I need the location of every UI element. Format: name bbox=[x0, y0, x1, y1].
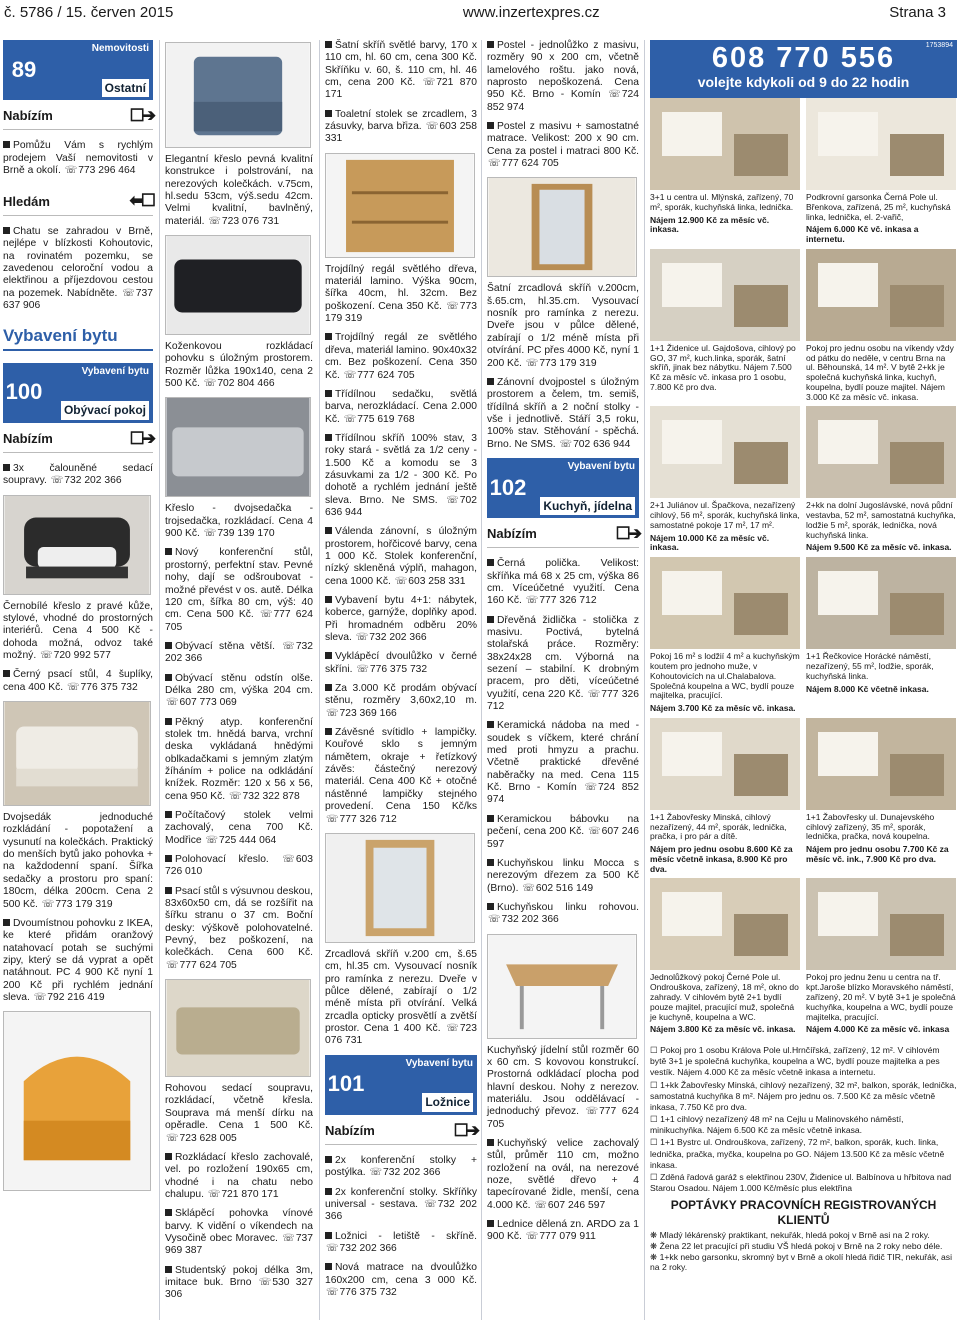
flat-description: Pokoj pro jednu ženu u centra na tř. kpt.Jaroše blízko Moravského náměstí, zařízený, 20 m². V bytě 3+1 je společná kuchyňka, koupelna a WC, bydlí pouze majitelka, pracující. bbox=[806, 972, 956, 1022]
ad: Nová matrace na dvoulůžko 160x200 cm, cena 3 000 Kč. ☏ 776 375 732 bbox=[325, 1262, 477, 1299]
flat-photo bbox=[806, 878, 956, 970]
flat-rent: Nájem pro jednu osobu 8.600 Kč za měsíc včetně inkasa, 8.900 Kč pro dva. bbox=[650, 844, 793, 874]
category-name: Obývací pokoj bbox=[61, 401, 149, 419]
column-2 bbox=[165, 40, 313, 1309]
column-1 bbox=[3, 40, 153, 1197]
wanted-label: Hledám bbox=[3, 193, 50, 209]
rental-item: ☐ Zděná řadová garáž s elektřinou 230V, Židenice ul. Balbínova u hřbitova nad Starou Osadou. Nájem 1.000 Kč/měsíc plus elektřina bbox=[650, 1172, 957, 1194]
phone-number[interactable]: ☏ 732 202 366 bbox=[355, 632, 427, 643]
ad: 2x konferenční stolky + postýlka. ☏ 732 202 366 bbox=[325, 1155, 477, 1180]
flat-photo bbox=[650, 249, 800, 341]
ad: Černobílé křeslo z pravé kůže, stylové, vhodné do prostorných interiérů. Cena 4 500 Kč - dohoda možná, odvoz také možný. ☏ 720 992 577 bbox=[3, 601, 153, 663]
flat-photo bbox=[650, 878, 800, 970]
category-number: 102 bbox=[487, 458, 529, 518]
dining-table-photo bbox=[487, 934, 637, 1039]
flat-photo bbox=[806, 718, 956, 810]
offer-label: Nabízím bbox=[3, 108, 53, 124]
arrow-right-icon: ☐➔ bbox=[453, 1120, 477, 1140]
phone-number[interactable]: ☏ 723 369 166 bbox=[325, 708, 397, 719]
phone-number[interactable]: ☏ 602 516 149 bbox=[521, 883, 593, 894]
phone-number[interactable]: ☏ 607 773 069 bbox=[165, 697, 237, 708]
ad: Lednice dělená zn. ARDO za 1 900 Kč. ☏ 777 079 911 bbox=[487, 1219, 639, 1244]
flat-listing bbox=[650, 249, 800, 403]
ad: 3x čalouněné sedací soupravy. ☏ 732 202 366 bbox=[3, 463, 153, 488]
issue-info: č. 5786 / 15. červen 2015 bbox=[4, 3, 174, 21]
phone-number[interactable]: ☏ 724 852 974 bbox=[487, 782, 639, 805]
ad: Kuchyňský jídelní stůl rozměr 60 x 60 cm. S kovovou konstrukcí. Prostorná odkládací plocha pod hlavní deskou. Nohy z nerezov. materiálu. Jsou oddělávací - jednoduchý převoz. ☏ 777 624 705 bbox=[487, 1045, 639, 1131]
category-100 bbox=[3, 363, 153, 423]
phone-number[interactable]: ☏ 721 870 171 bbox=[325, 77, 477, 100]
phone-number[interactable]: ☏ 725 444 064 bbox=[205, 835, 277, 846]
ad: Za 3.000 Kč prodám obývací stěnu, rozměry 3,60x2,10 m. ☏ 723 369 166 bbox=[325, 683, 477, 720]
phone-number[interactable]: ☏ 775 619 768 bbox=[343, 414, 415, 425]
armchair-photo bbox=[3, 495, 151, 595]
flat-rent: Nájem 6.000 Kč vč. inkasa a internetu. bbox=[806, 224, 919, 245]
ad: Třídílnou sedačku, světlá barva, nerozkládací. Cena 2.000 Kč. ☏ 775 619 768 bbox=[325, 389, 477, 426]
corner-sofa-photo bbox=[165, 979, 311, 1077]
agency-hours: volejte kdykoli od 9 do 22 hodin bbox=[697, 74, 910, 90]
ad: Nový konferenční stůl, prostorný, perfektní stav. Pevné nohy, dají se odšroubovat - možné převést v os. autě. Délka 120 cm, šířka 80 cm, výš: 40 cm. Cena 500 Kč. ☏ 777 624 705 bbox=[165, 547, 313, 633]
category-number: 100 bbox=[3, 363, 45, 423]
ad: Polohovací křeslo. ☏ 603 726 010 bbox=[165, 854, 313, 879]
category-name: Ložnice bbox=[422, 1093, 473, 1111]
flat-listing bbox=[806, 98, 956, 245]
ad: Třídílnou skříň 100% stav, 3 roky stará - světlá za 1/2 ceny - 1.500 Kč a komodu se 3 zásuvkami za 1/2 - 300 Kč. Po dohotě a rychlém jednání ještě sleva. Brno. Ne SMS. ☏ 702 636 944 bbox=[325, 433, 477, 519]
category-102 bbox=[487, 458, 639, 518]
flat-rent: Nájem 3.800 Kč za měsíc vč. inkasa. bbox=[650, 1024, 796, 1035]
phone-number[interactable]: ☏ 702 804 466 bbox=[203, 378, 275, 389]
ad: Počítačový stolek velmi zachovalý, cena 700 Kč. Modřice ☏ 725 444 064 bbox=[165, 810, 313, 847]
agency-banner bbox=[650, 40, 957, 98]
column-divider bbox=[319, 40, 320, 1320]
phone-number[interactable]: ☏ 732 202 366 bbox=[50, 475, 122, 486]
flat-listing bbox=[806, 557, 956, 714]
ad: Postel z masivu + samostatné matrace. Velikost: 200 x 90 cm. Cena za postel i matraci 800 Kč. ☏ 777 624 705 bbox=[487, 121, 639, 170]
flat-listing bbox=[650, 878, 800, 1035]
phone-number[interactable]: ☏ 732 202 366 bbox=[369, 1167, 441, 1178]
phone-number[interactable]: ☏ 723 076 731 bbox=[207, 216, 279, 227]
flat-description: 2+1 Juliánov ul. Špačkova, nezařízený cihlový, 56 m², sporák, kuchyňská linka, samostatné pokoje 17 m², 17 m². bbox=[650, 500, 800, 530]
rental-list bbox=[650, 1045, 957, 1194]
sofa-photo bbox=[3, 701, 151, 806]
phone-number[interactable]: ☏ 773 179 319 bbox=[325, 301, 477, 324]
phone-number[interactable]: ☏ 739 139 170 bbox=[203, 528, 275, 539]
column-divider bbox=[481, 40, 482, 1320]
ad: Postel - jednolůžko z masivu, rozměry 90 x 200 cm, včetně lamelového roštu. jako nová, naprosto nepoškozená. Cena 950 Kč. Brno - Komín ☏ 724 852 974 bbox=[487, 40, 639, 114]
phone-number[interactable]: ☏ 777 079 911 bbox=[525, 1231, 596, 1242]
phone-number[interactable]: ☏ 530 327 306 bbox=[165, 1277, 313, 1300]
phone-number[interactable]: ☏ 776 375 732 bbox=[66, 682, 138, 693]
phone-number[interactable]: ☏ 732 202 366 bbox=[325, 1243, 397, 1254]
flat-listing bbox=[650, 406, 800, 553]
ad: Elegantní křeslo pevná kvalitní konstrukce i polstrování, na nerezových kolečkách. v.75cm, hl.sedu 53cm, výš.sedu 42cm. Velmi kvalitní, bavlněný, materiál. ☏ 723 076 731 bbox=[165, 154, 313, 228]
flat-listing bbox=[806, 249, 956, 403]
flat-listing bbox=[650, 557, 800, 714]
arrow-right-icon: ☐➔ bbox=[129, 106, 153, 125]
flat-rent: Nájem 8.000 Kč včetně inkasa. bbox=[806, 683, 929, 694]
phone-number[interactable]: ☏ 732 322 878 bbox=[228, 791, 300, 802]
phone-number[interactable]: ☏ 607 246 597 bbox=[487, 826, 639, 849]
category-group: Nemovitosti bbox=[91, 43, 149, 54]
flat-photo bbox=[806, 557, 956, 649]
agency-phone[interactable]: 608 770 556 bbox=[711, 42, 896, 74]
flat-photo bbox=[806, 98, 956, 190]
ad: Šatní skříň světlé barvy, 170 x 110 cm, hl. 60 cm, cena 300 Kč. Skříňku v. 60, š. 110 cm, hl. 46 cm, cena 200 Kč. ☏ 721 870 171 bbox=[325, 40, 477, 102]
offer-heading bbox=[3, 106, 153, 130]
ad: Závěsné svítidlo + lampičky. Kouřové sklo s jemným námětem, okraje + řetízkový závěs: částečný nerezový materiál. Cena 400 Kč + otočné nástěnné lampičky stejného provedení. Cena 150 Kč/ks ☏ 777 326 712 bbox=[325, 727, 477, 826]
flat-description: Podkrovní garsonka Černá Pole ul. Břenkova, zařízená, 25 m², kuchyňská linka, lednička, el. 2-vařič, bbox=[806, 192, 951, 222]
phone-number[interactable]: ☏ 732 202 366 bbox=[487, 914, 559, 925]
ad: Vybavení bytu 4+1: nábytek, koberce, garnýže, doplňky apod. Při hromadném odběru 20% sleva. ☏ 732 202 366 bbox=[325, 595, 477, 644]
section-title: Vybavení bytu bbox=[3, 326, 153, 350]
phone-number[interactable]: ☏ 737 969 387 bbox=[165, 1233, 313, 1256]
phone-number[interactable]: ☏ 777 624 705 bbox=[343, 370, 415, 381]
ad: Toaletní stolek se zrcadlem, 3 zásuvky, barva břiza. ☏ 603 258 331 bbox=[325, 109, 477, 146]
blue-armchair-photo bbox=[165, 42, 311, 148]
phone-number[interactable]: ☏ 773 179 319 bbox=[41, 899, 113, 910]
offer-label: Nabízím bbox=[487, 526, 537, 542]
ad: Ložnici - letiště - skříně. ☏ 732 202 366 bbox=[325, 1231, 477, 1256]
column-4 bbox=[487, 40, 639, 1251]
jobs-title: POPTÁVKY PRACOVNÍCH REGISTROVANÝCH KLIENTŮ bbox=[670, 1198, 937, 1227]
category-group: Vybavení bytu bbox=[405, 1057, 473, 1069]
flat-listing bbox=[806, 878, 956, 1035]
flat-description: 1+1 Řečkovice Horácké náměstí, nezařízený, 55 m², lodžie, sporák, kuchyňská linka. bbox=[806, 651, 934, 681]
ad: Dvoumístnou pohovku z IKEA, ke které přidám oranžový natahovací potah se suchými zipy, který se dá vyprat a opět natáhnout. PC 4 900 Kč nyní 1 200 Kč při rychlém jednání sleva. ☏ 792 216 419 bbox=[3, 918, 153, 1004]
page-header bbox=[0, 0, 960, 24]
flat-description: 1+1 Žabovřesky ul. Dunajevského cihlový zařízený, 35 m², sporák, lednička, pračka, nová koupelna. bbox=[806, 811, 935, 842]
offer-label: Nabízím bbox=[3, 431, 53, 446]
ad: Studentský pokoj délka 3m, imitace buk. Brno ☏ 530 327 306 bbox=[165, 1265, 313, 1302]
column-divider bbox=[644, 40, 645, 1320]
job-request: ❋ Mladý lékárenský praktikant, nekuřák, hledá pokoj v Brně asi na 2 roky. bbox=[650, 1230, 957, 1241]
ad: Černý psací stůl, 4 šuplíky, cena 400 Kč. ☏ 776 375 732 bbox=[3, 669, 153, 694]
ad-reference: 1753894 bbox=[925, 42, 953, 49]
phone-number[interactable]: ☏ 732 202 366 bbox=[325, 1199, 477, 1222]
ad: Dřevěná židlička - stolička z masivu. Poctivá, bytelná stolařská práce. Rozměry: 38x24x28 cm. Výborná na sezení – stabilní. K drobným pracem, pro děti, víceúčetné využití, cena 220 Kč. ☏ 777 326 712 bbox=[487, 615, 639, 714]
flat-photo bbox=[806, 249, 956, 341]
ad: Koženkovou rozkládací pohovku s úložným prostorem. Rozměr lůžka 190x140, cena 2 500 Kč. ☏ 702 804 466 bbox=[165, 341, 313, 390]
offer-heading bbox=[325, 1121, 477, 1145]
phone-number[interactable]: ☏ 777 326 712 bbox=[525, 595, 597, 606]
ad: Kuchyňský velice zachovalý stůl, průměr 110 cm, možno rozložení na ovál, na nerezové noze, světlé dřevo + 4 tapecírované židle, menší, cena 4.000 Kč. ☏ 607 246 597 bbox=[487, 1138, 639, 1212]
wardrobe-photo bbox=[487, 177, 637, 277]
ad: Kuchyňskou linku Mocca s nerezovým dřezem za 500 Kč (Brno). ☏ 602 516 149 bbox=[487, 858, 639, 895]
phone-number[interactable]: ☏ 777 326 712 bbox=[325, 814, 397, 825]
ad: Zánovní dvojpostel s úložným prostorem a čelem, tm. semiš, třídílná skříň a 2 noční stolky - vše i jednotlivě. Stáří 3,5 roku, 100% stav. Stěhování - spěchá. Brno. Ne SMS. ☏ 702 636 944 bbox=[487, 377, 639, 451]
flat-rent: Nájem 10.000 Kč za měsíc vč. inkasa. bbox=[650, 532, 770, 553]
phone-number[interactable]: ☏ 777 624 705 bbox=[165, 609, 313, 632]
ad: Pomůžu Vám s rychlým prodejem Vaší nemovitosti v Brně a okolí. ☏ 773 296 464 bbox=[3, 140, 153, 177]
site-url[interactable]: www.inzertexpres.cz bbox=[462, 3, 600, 21]
category-number: 101 bbox=[325, 1055, 367, 1115]
flat-photo bbox=[650, 98, 800, 190]
category-number: 89 bbox=[3, 40, 45, 100]
ad: Vyklápěcí dvoulůžko v černé skříni. ☏ 776 375 732 bbox=[325, 651, 477, 676]
phone-number[interactable]: ☏ 603 726 010 bbox=[165, 854, 313, 877]
flat-listing bbox=[650, 98, 800, 245]
phone-number[interactable]: ☏ 777 624 705 bbox=[165, 960, 237, 971]
category-group: Vybavení bytu bbox=[81, 365, 149, 377]
flat-rent: Nájem 9.500 Kč za měsíc vč. inkasa. bbox=[806, 542, 952, 553]
ad: Šatní zrcadlová skříň v.200cm, š.65.cm, hl.35.cm. Vysouvací nosník pro ramínka z nerezu. Dveře jsou v půlce dělené, zabírají o 1/2 méně místa při otvírání. PC přes 4000 Kč, nyní 1 200 Kč. ☏ 773 179 319 bbox=[487, 283, 639, 369]
offer-heading bbox=[487, 524, 639, 548]
ad: Obývací stěnu odstín olše. Délka 280 cm, výška 204 cm. ☏ 607 773 069 bbox=[165, 673, 313, 710]
job-requests bbox=[650, 1230, 957, 1273]
ad: Dvojsedák jednoduché rozkládání - popotažení a vysunutí na kolečkách. Praktický do menších bytů jako pohovka + na každodenní spaní. Šířka sedačky a prostoru pro spaní: 180cm, délka 200cm. Cena 2 500 Kč. ☏ 773 179 319 bbox=[3, 812, 153, 911]
phone-number[interactable]: ☏ 607 246 597 bbox=[533, 1200, 605, 1211]
flat-listings bbox=[650, 98, 957, 1039]
ad: Sklápěcí pohovka vínové barvy. K vidění o víkendech na Vysočině obec Moravec. ☏ 737 969 387 bbox=[165, 1208, 313, 1257]
phone-number[interactable]: ☏ 777 326 712 bbox=[487, 689, 639, 712]
flat-description: 1+1 Žabovřesky Minská, cihlový nezařízený, 44 m², sporák, lednička, pračka, i pro pár a dítě. bbox=[650, 811, 787, 842]
phone-number[interactable]: ☏ 720 992 577 bbox=[39, 650, 111, 661]
rental-item: ☐ 1+1 cihlový nezařízený 48 m² na Cejlu u Malinovského náměstí, minikuchyňka. Nájem 6.500 Kč za měsíc včetně inkasa. bbox=[650, 1114, 957, 1136]
phone-number[interactable]: ☏ 776 375 732 bbox=[355, 664, 427, 675]
phone-number[interactable]: ☏ 777 624 705 bbox=[487, 1106, 639, 1129]
column-5 bbox=[650, 40, 957, 1273]
flat-description: Pokoj pro jednu osobu na víkendy vždy od pátku do neděle, v centru Brna na ul. Běhounská, 14 m². V bytě 2+kk je společná kuchyňská linka, kuchyň, koupelna, bydlí pouze majitel. Nájem 3.000 Kč za měsíc vč. inkasa. bbox=[806, 342, 954, 402]
ad: Chatu se zahradou v Brně, nejlépe v blízkosti Kohoutovic, na rovinatém pozemku, se zavedenou celoroční vodou a elektřinou a příjezdovou cestou na pozemek. Nabídněte. ☏ 737 637 906 bbox=[3, 226, 153, 312]
category-101 bbox=[325, 1055, 477, 1115]
phone-number[interactable]: ☏ 721 870 171 bbox=[207, 1189, 279, 1200]
ad: Keramická nádoba na med - soudek s víčkem, které chrání med proti hmyzu a prachu. Včetně praktické dřevěné naběračky na med. Cena 115 Kč. Brno - Komín ☏ 724 852 974 bbox=[487, 720, 639, 806]
ad: Kuchyňskou linku rohovou. ☏ 732 202 366 bbox=[487, 902, 639, 927]
flat-rent: Nájem 4.000 Kč za měsíc vč. inkasa bbox=[806, 1024, 950, 1035]
phone-number[interactable]: ☏ 702 636 944 bbox=[325, 495, 477, 518]
arrow-right-icon: ☐➔ bbox=[129, 428, 153, 448]
ad: Keramickou bábovku na pečení, cena 200 Kč. ☏ 607 246 597 bbox=[487, 814, 639, 851]
orange-sofa-photo bbox=[3, 1011, 151, 1191]
flat-description: 3+1 u centra ul. Mlýnská, zařízený, 70 m², sporák, kuchyňská linka, lednička. bbox=[650, 192, 794, 212]
phone-number[interactable]: ☏ 723 076 731 bbox=[325, 1023, 477, 1046]
page-number: Strana 3 bbox=[889, 3, 946, 21]
phone-number[interactable]: ☏ 702 636 944 bbox=[559, 439, 631, 450]
phone-number[interactable]: ☏ 723 628 005 bbox=[165, 1133, 237, 1144]
offer-label: Nabízím bbox=[325, 1122, 375, 1138]
flat-description: 2+kk na dolní Jugoslávské, nová půdní vestavba, 52 m², samostatná kuchyňka, lodžie 5 m², sporák, lednička, nová kuchyňská linka. bbox=[806, 500, 956, 540]
phone-number[interactable]: ☏ 773 179 319 bbox=[525, 358, 597, 369]
category-name: Ostatní bbox=[102, 79, 149, 97]
ad: Trojdílný regál ze světlého dřeva, materiál lamino. 90x40x32 cm. Bez poškození. Cena 350 Kč. ☏ 777 624 705 bbox=[325, 332, 477, 381]
flat-listing bbox=[806, 406, 956, 553]
ad: Pěkný atyp. konferenční stolek tm. hnědá barva, vrchní deska vykládaná hnědými oblkadačkami s jemným zlatým žíháním + police na odkládání knížek. Rozměr: 120 x 56 x 56, cena 950 Kč. ☏ 732 322 878 bbox=[165, 717, 313, 803]
category-group: Vybavení bytu bbox=[567, 460, 635, 472]
flat-description: Pokoj 16 m² s lodžií 4 m² a kuchyňským koutem pro jednoho muže, v Kohoutovicích na ul.Chalabalova. Společná koupelna a WC, bydlí pouze majitelka, pracující. bbox=[650, 651, 800, 701]
phone-number[interactable]: ☏ 792 216 419 bbox=[33, 992, 105, 1003]
phone-number[interactable]: ☏ 603 258 331 bbox=[325, 121, 477, 144]
flat-listing bbox=[650, 718, 800, 875]
category-89 bbox=[3, 40, 153, 100]
flat-rent: Nájem 12.900 Kč za měsíc vč. inkasa. bbox=[650, 214, 770, 235]
flat-photo bbox=[650, 718, 800, 810]
ad: Trojdílný regál světlého dřeva, materiál lamino. Výška 90cm, šířka 40cm, hl. 32cm. Bez poškození. Cena 350 Kč. ☏ 773 179 319 bbox=[325, 264, 477, 326]
wanted-heading bbox=[3, 191, 153, 215]
flat-rent: Nájem 3.700 Kč za měsíc vč. inkasa. bbox=[650, 703, 796, 714]
flat-photo bbox=[650, 557, 800, 649]
phone-number[interactable]: ☏ 732 202 366 bbox=[165, 641, 313, 664]
phone-number[interactable]: ☏ 737 637 906 bbox=[3, 288, 153, 311]
sofa-bed-photo bbox=[165, 397, 311, 497]
column-divider bbox=[159, 40, 160, 1320]
ad: Křeslo - dvojsedačka - trojsedačka, rozkládací. Cena 4 900 Kč. ☏ 739 139 170 bbox=[165, 503, 313, 540]
phone-number[interactable]: ☏ 724 852 974 bbox=[487, 89, 639, 112]
flat-description: 1+1 Židenice ul. Gajdošova, cihlový po GO, 37 m², kuch.linka, sporák, šatní skříň, jinak bez nábytku. Nájem 7.500 Kč za měsíc vč. inkasa pro 1 osobu, 7.800 Kč pro dva. bbox=[650, 342, 796, 392]
mirror-wardrobe-photo bbox=[325, 833, 475, 943]
ad: Válenda zánovní, s úložným prostorem, hořčicové barvy, cena 1 000 Kč. Stolek konferenční, nízký skleněná výplň, mahagon, cena 1000 Kč. ☏ 603 258 331 bbox=[325, 526, 477, 588]
flat-listing bbox=[806, 718, 956, 875]
category-name: Kuchyň, jídelna bbox=[540, 497, 635, 515]
phone-number[interactable]: ☏ 776 375 732 bbox=[325, 1287, 397, 1298]
rental-item: ☐ Pokoj pro 1 osobu Králova Pole ul.Hrnčířská, zařízený, 12 m². V cihlovém bytě 3+1 je společná kuchyňka, koupelna a WC, bydlí pouze majitelka a pes vestík. Nájem 4.000 Kč za měsíc včetně inkasa a internetu. bbox=[650, 1045, 957, 1079]
ad: Černá polička. Velikost: skříňka má 68 x 25 cm, výška 86 cm. Víceúčetné využití. Cena 160 Kč. ☏ 777 326 712 bbox=[487, 558, 639, 607]
ad: Psací stůl s výsuvnou deskou, 83x60x50 cm, dá se rozšířit na šířku stranu o 37 cm. Boční desky: výškově polohovatelné. Pevný, bez poškození, na kolečkách. Cena 600 Kč. ☏ 777 624 705 bbox=[165, 886, 313, 972]
job-request: ❋ 1+kk nebo garsonku, skromný byt v Brně a okolí hledá řidič TIR, nekuřák, asi na 2 roky. bbox=[650, 1252, 957, 1273]
ad: Rohovou sedací soupravu, rozkládací, včetně křesla. Souprava má menší dírku na opěradle. Cena 1 500 Kč. ☏ 723 628 005 bbox=[165, 1083, 313, 1145]
shelf-photo bbox=[325, 153, 475, 258]
ad: 2x konferenční stolky. Skříňky universal - sestava. ☏ 732 202 366 bbox=[325, 1187, 477, 1224]
job-request: ❋ Žena 22 let pracující při studiu VŠ hledá pokoj v Brně na 2 roky nebo déle. bbox=[650, 1241, 957, 1252]
phone-number[interactable]: ☏ 773 296 464 bbox=[64, 165, 136, 176]
flat-rent: Nájem pro jednu osobu 7.700 Kč za měsíc vč. ink., 7.900 Kč pro dva. bbox=[806, 844, 949, 864]
phone-number[interactable]: ☏ 777 624 705 bbox=[487, 158, 559, 169]
offer-heading bbox=[3, 429, 153, 453]
ad: Zrcadlová skříň v.200 cm, š.65 cm, hl.35 cm. Vysouvací nosník pro ramínka z nerezu. Dveře v půlce dělené, zabírají o 1/2 méně místa při otvírání. Velká zrcadla opticky prosvětlí a zvětší prostor. Cena 1 400 Kč. ☏ 723 076 731 bbox=[325, 949, 477, 1048]
arrow-right-icon: ☐➔ bbox=[615, 523, 639, 543]
column-3 bbox=[325, 40, 477, 1306]
leather-sofa-photo bbox=[165, 235, 311, 335]
flat-description: Jednolůžkový pokoj Černé Pole ul. Ondrouškova, zařízený, 18 m², okno do zahrady. V cihlovém bytě 2+1 bydlí pouze majitel, pracující muž, společná je kuchyně, koupelna a WC. bbox=[650, 972, 799, 1022]
flat-photo bbox=[806, 406, 956, 498]
arrow-left-icon: ⬅☐ bbox=[129, 191, 153, 211]
ad: Obývací stěna větší. ☏ 732 202 366 bbox=[165, 641, 313, 666]
ad: Rozkládací křeslo zachovalé, vel. po rozložení 190x65 cm, vhodné i na chatu nebo chalupu. ☏ 721 870 171 bbox=[165, 1152, 313, 1201]
rental-item: ☐ 1+kk Žabovřesky Minská, cihlový nezařízený, 32 m², balkon, sporák, lednička, samostatná kuchyňka 8 m². Nájem pro jednu os. 7.500 Kč za měsíc včetně inkasa, 7.750 Kč pro dva. bbox=[650, 1080, 957, 1114]
flat-photo bbox=[650, 406, 800, 498]
rental-item: ☐ 1+1 Bystrc ul. Ondrouškova, zařízený, 72 m², balkon, sporák, kuch. linka, lednička, pračka, myčka, koupelna po GO. Nájem 13.500 Kč za měsíc včetně inkasa. bbox=[650, 1137, 957, 1171]
phone-number[interactable]: ☏ 603 258 331 bbox=[394, 576, 466, 587]
